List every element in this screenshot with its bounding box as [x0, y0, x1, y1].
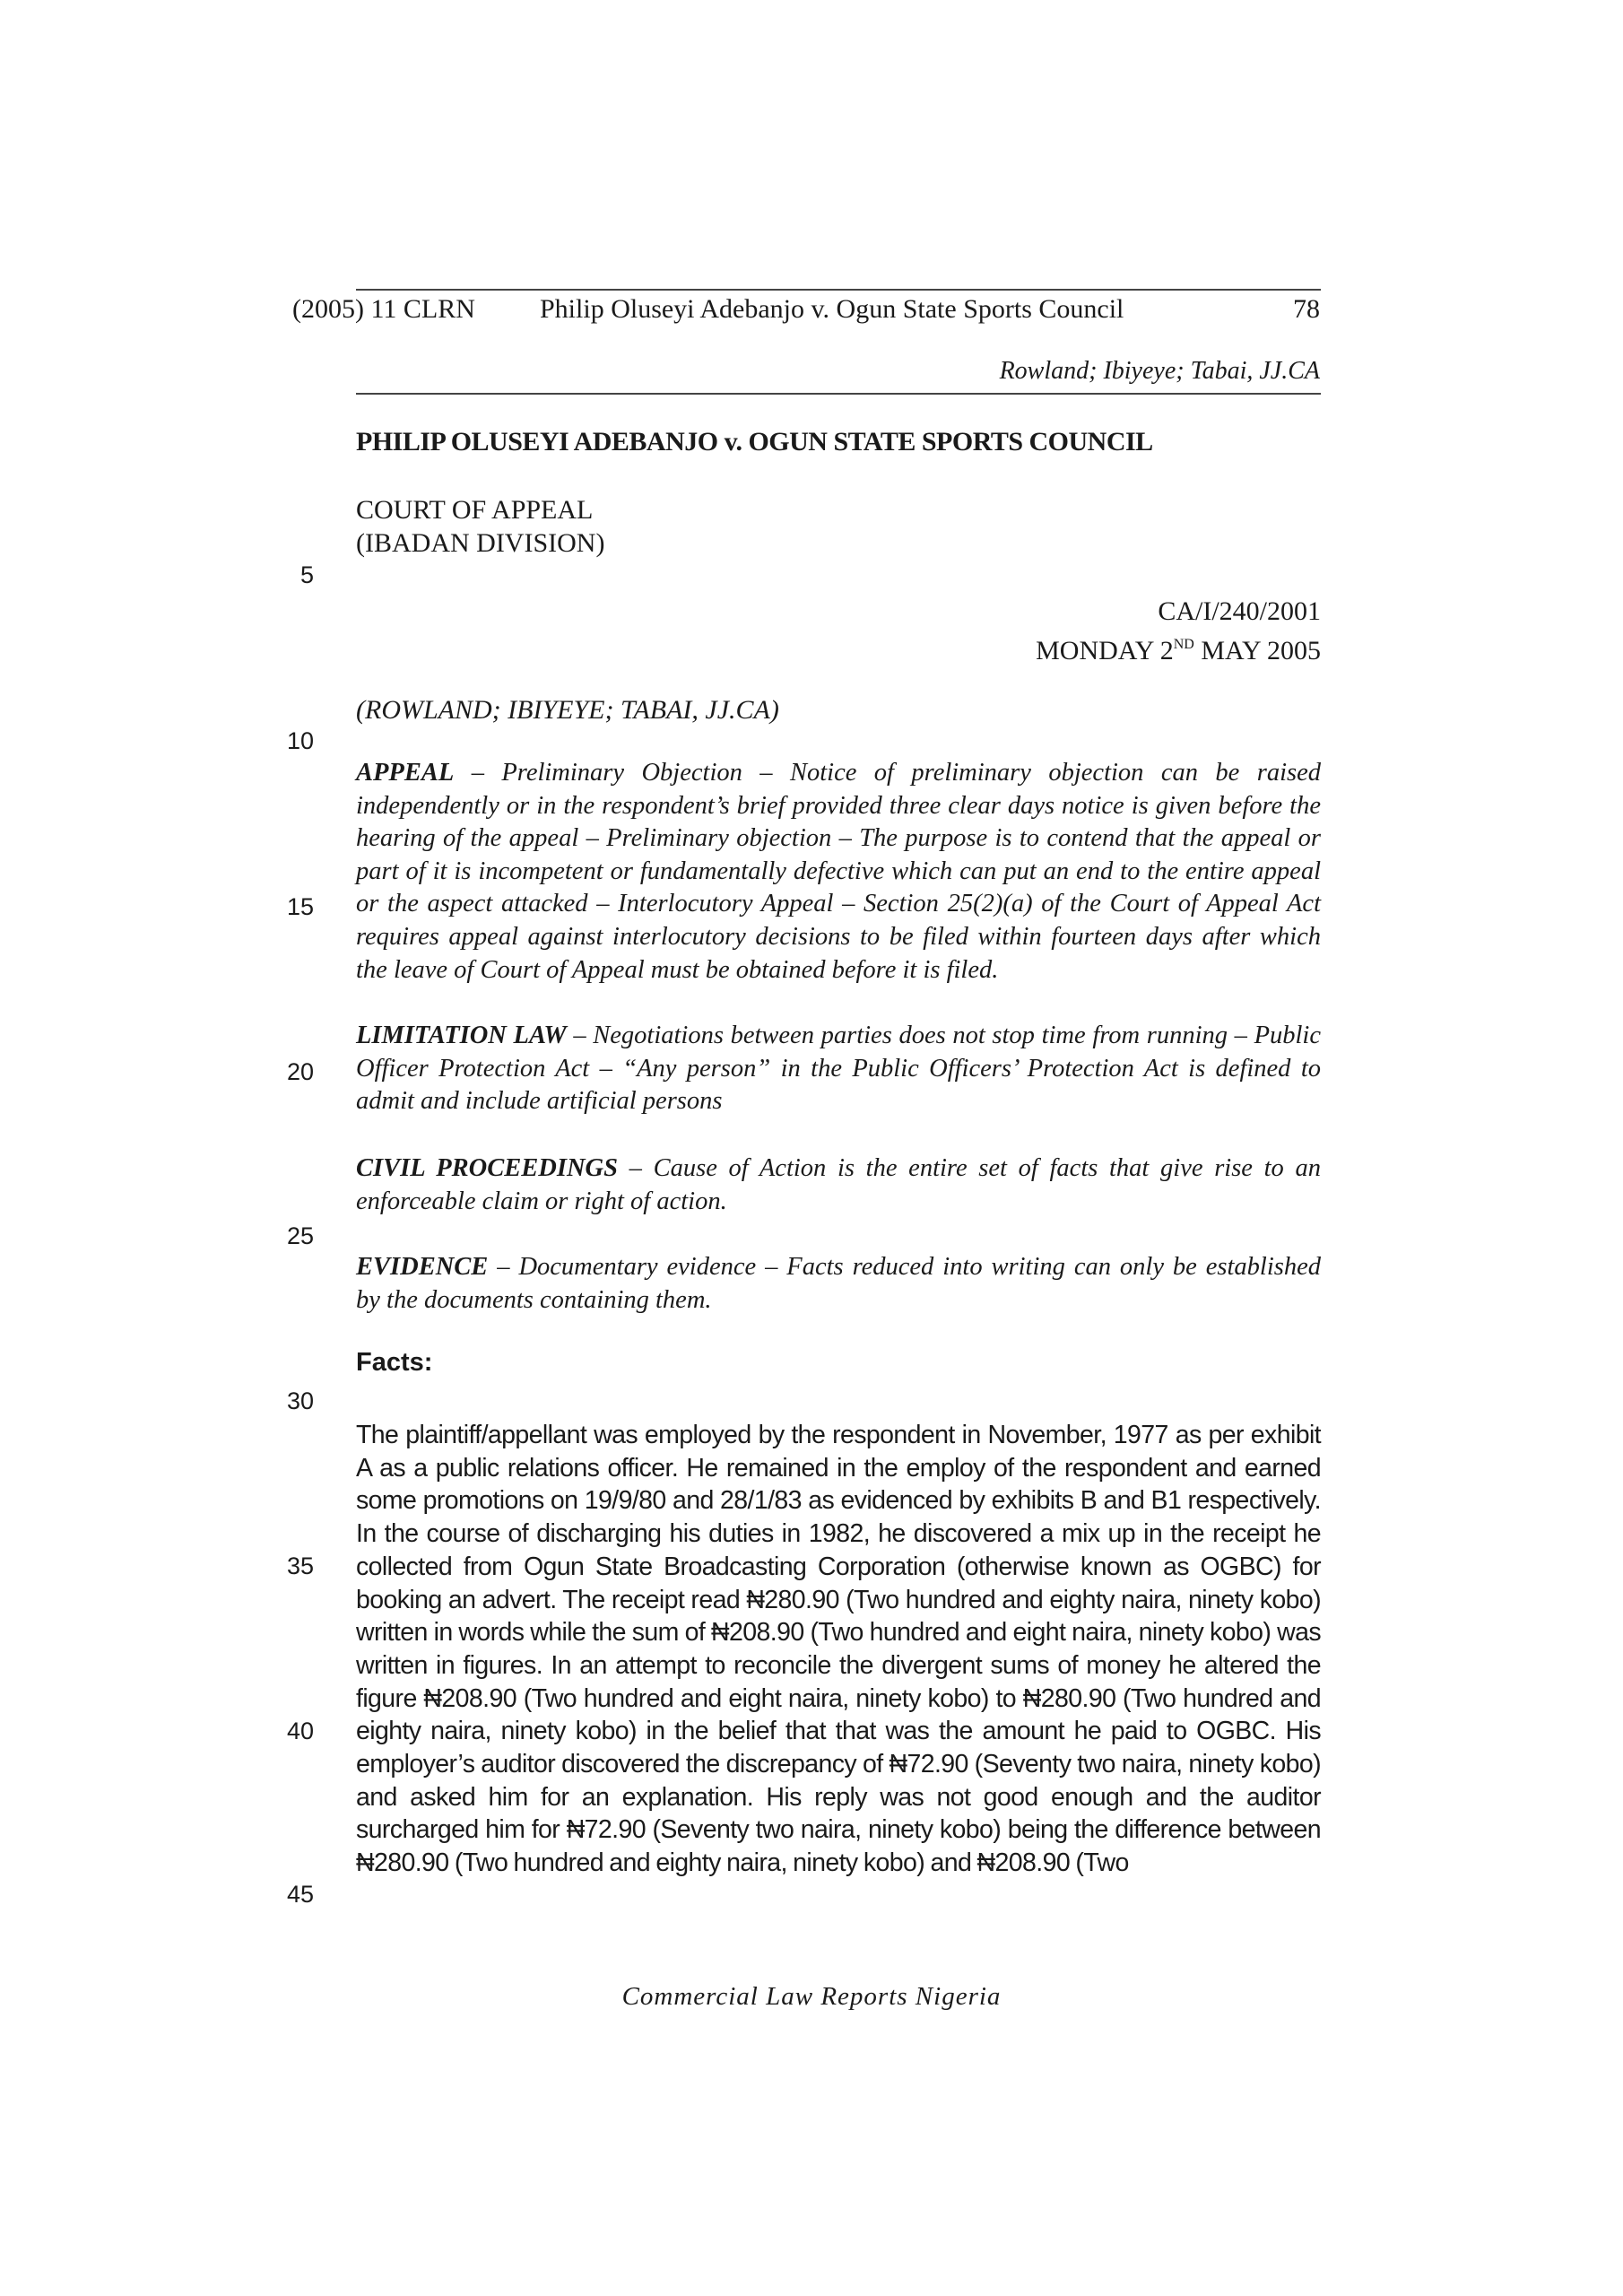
- catchword-heading: CIVIL PROCEEDINGS: [356, 1154, 618, 1182]
- line-number: 30: [286, 1387, 314, 1414]
- publication-footer: Commercial Law Reports Nigeria: [621, 1982, 1002, 2011]
- line-number: 10: [286, 727, 314, 754]
- line-number: 35: [286, 1552, 314, 1579]
- catchword-heading: APPEAL: [356, 759, 455, 787]
- court-name: COURT OF APPEAL: [356, 495, 594, 525]
- catchword-evidence: [356, 1251, 1321, 1317]
- line-number: 15: [286, 893, 314, 920]
- report-citation: (2005) 11 CLRN: [292, 294, 475, 324]
- facts-heading: Facts:: [356, 1348, 433, 1377]
- page-number: 78: [1293, 294, 1320, 324]
- line-number: 20: [286, 1058, 314, 1085]
- catchword-text: – Preliminary Objection – Notice of preliminary objection can be raised independently or in the respondent’s brief provided three clear days notice is given before the hearing of the appeal – Preliminary objection – The purpose is to contend that the appeal or part of it is incompetent or fundamentally defective which can put an end to the entire appeal or the aspect attacked – Interlocutory Appeal – Section 25(2)(a) of the Court of Appeal Act requires appeal against interlocutory decisions to be filed within fourteen days after which the leave of Court of Appeal must be obtained before it is filed.: [356, 759, 1321, 984]
- catchword-text: – Documentary evidence – Facts reduced into writing can only be established by the documents containing them.: [356, 1253, 1321, 1314]
- court-division: (IBADAN DIVISION): [356, 528, 605, 558]
- date-prefix: MONDAY 2: [1036, 636, 1174, 665]
- judgment-date: [356, 628, 1321, 667]
- suit-number: CA/I/240/2001: [1158, 596, 1321, 626]
- line-number: 25: [286, 1222, 314, 1249]
- facts-body: [356, 1419, 1321, 1880]
- line-number: 45: [286, 1881, 314, 1908]
- case-meta: [356, 595, 1321, 667]
- facts-paragraph: The plaintiff/appellant was employed by the respondent in November, 1977 as per exhibit A as a public relations officer. He remained in the employ of the respondent and earned some promotions on 19/9/80 and 28/1/83 as evidenced by exhibits B and B1 respectively. In the course of discharging his duties in 1982, he discovered a mix up in the receipt he collected from Ogun State Broadcasting Corporation (otherwise known as OGBC) for booking an advert. The receipt read ₦280.90 (Two hundred and eighty naira, ninety kobo) written in words while the sum of ₦208.90 (Two hundred and eight naira, ninety kobo) was written in figures. In an attempt to reconcile the divergent sums of money he altered the figure ₦208.90 (Two hundred and eight naira, ninety kobo) to ₦280.90 (Two hundred and eighty naira, ninety kobo) in the belief that that was the amount he paid to OGBC. His employer’s auditor discovered the discrepancy of ₦72.90 (Seventy two naira, ninety kobo) and asked him for an explanation. His reply was not good enough and the auditor surcharged him for ₦72.90 (Seventy two naira, ninety kobo) being the difference between ₦280.90 (Two hundred and eighty naira, ninety kobo) and ₦208.90 (Two: [356, 1421, 1321, 1878]
- catchword-appeal: [356, 757, 1321, 987]
- catchword-heading: LIMITATION LAW: [356, 1022, 567, 1049]
- date-superscript: ND: [1173, 637, 1194, 652]
- catchword-civil-proceedings: [356, 1152, 1321, 1218]
- court-block: [356, 493, 1321, 560]
- running-title: Philip Oluseyi Adebanjo v. Ogun State Sports Council: [540, 294, 1124, 324]
- date-suffix: MAY 2005: [1193, 636, 1321, 665]
- running-judges: Rowland; Ibiyeye; Tabai, JJ.CA: [999, 357, 1320, 385]
- catchword-limitation-law: [356, 1020, 1321, 1118]
- case-title: PHILIP OLUSEYI ADEBANJO v. OGUN STATE SPORTS COUNCIL: [356, 427, 1153, 457]
- catchword-text: – Cause of Action is the entire set of facts that give rise to an enforceable claim or right of action.: [356, 1154, 1321, 1215]
- header-rule-top: [356, 289, 1321, 291]
- bench: (ROWLAND; IBIYEYE; TABAI, JJ.CA): [356, 695, 779, 725]
- line-number: 40: [286, 1718, 314, 1744]
- catchword-heading: EVIDENCE: [356, 1253, 489, 1281]
- line-number: 5: [299, 561, 314, 588]
- header-rule-bottom: [356, 393, 1321, 395]
- catchword-text: – Negotiations between parties does not stop time from running – Public Officer Protection Act – “Any person” in the Public Officers’ Protection Act is defined to admit and include artificial persons: [356, 1022, 1321, 1116]
